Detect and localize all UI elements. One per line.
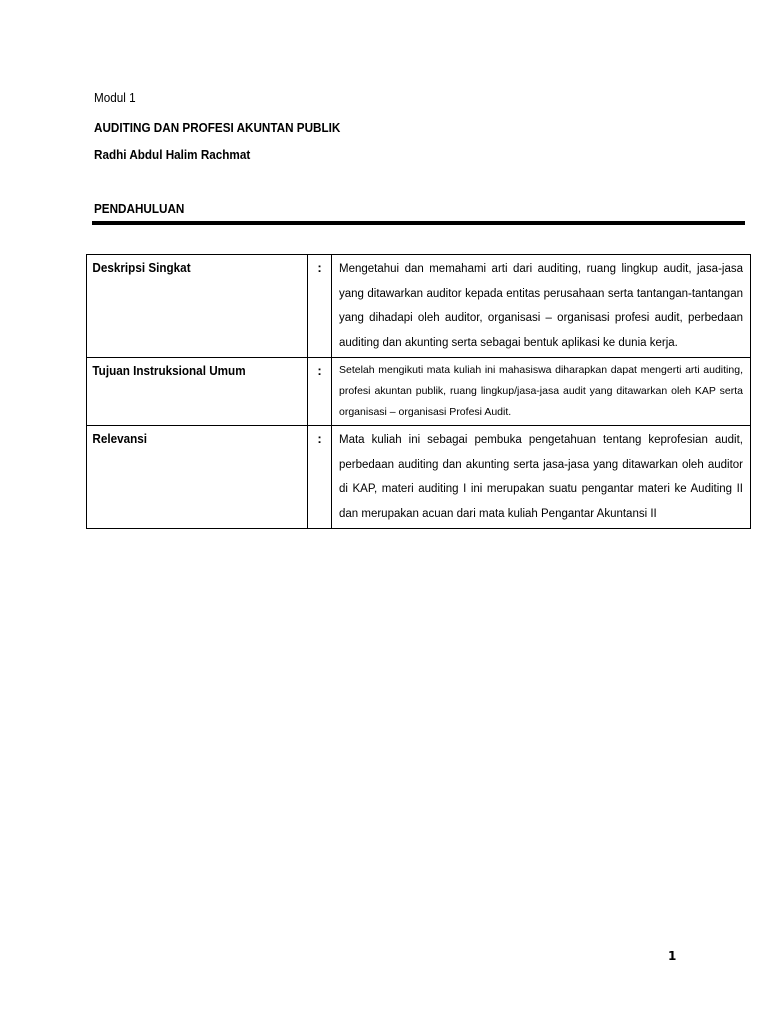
row-text-cell — [332, 426, 751, 529]
table-row — [87, 255, 751, 358]
row-text: Mata kuliah ini sebagai pembuka pengetahuan tentang keprofesian audit, perbedaan auditing dan akunting serta jasa-jasa yang ditawarkan oleh auditor di KAP, materi auditing I ini merupakan suatu pengantar materi ke Auditing II dan merupakan acuan dari mata kuliah Pengantar Akuntansi II — [339, 434, 743, 520]
table-row — [87, 358, 751, 426]
row-text-cell — [332, 255, 751, 358]
row-separator-cell — [308, 358, 332, 426]
row-text: Mengetahui dan memahami arti dari auditing, ruang lingkup audit, jasa-jasa yang ditawarkan auditor kepada entitas perusahaan serta tantangan-tantangan yang dihadapi oleh auditor, organisasi – organisasi profesi audit, perbedaan auditing dan akunting serta sebagai bentuk aplikasi ke dunia kerja. — [339, 263, 743, 349]
row-label: Relevansi — [92, 431, 148, 446]
document-title: AUDITING DAN PROFESI AKUNTAN PUBLIK — [94, 120, 341, 135]
row-label-cell — [87, 426, 308, 529]
row-separator: : — [317, 260, 322, 275]
row-label-cell — [87, 255, 308, 358]
row-separator-cell — [308, 426, 332, 529]
section-heading: PENDAHULUAN — [94, 201, 185, 216]
row-separator: : — [317, 363, 322, 378]
table-row — [87, 426, 751, 529]
row-separator-cell — [308, 255, 332, 358]
row-label: Deskripsi Singkat — [92, 260, 191, 275]
author-name: Radhi Abdul Halim Rachmat — [94, 147, 251, 162]
description-table — [86, 254, 751, 529]
module-label: Modul 1 — [94, 90, 136, 105]
section-rule — [92, 221, 745, 225]
row-label-cell — [87, 358, 308, 426]
row-label: Tujuan Instruksional Umum — [92, 363, 246, 378]
page-number: 1 — [668, 949, 677, 963]
row-separator: : — [317, 431, 322, 446]
row-text-cell — [332, 358, 751, 426]
row-text: Setelah mengikuti mata kuliah ini mahasiswa diharapkan dapat mengerti arti auditing, profesi akuntan publik, ruang lingkup/jasa-jasa audit yang ditawarkan oleh KAP serta organisasi – organisasi Profesi Audit. — [339, 364, 743, 418]
